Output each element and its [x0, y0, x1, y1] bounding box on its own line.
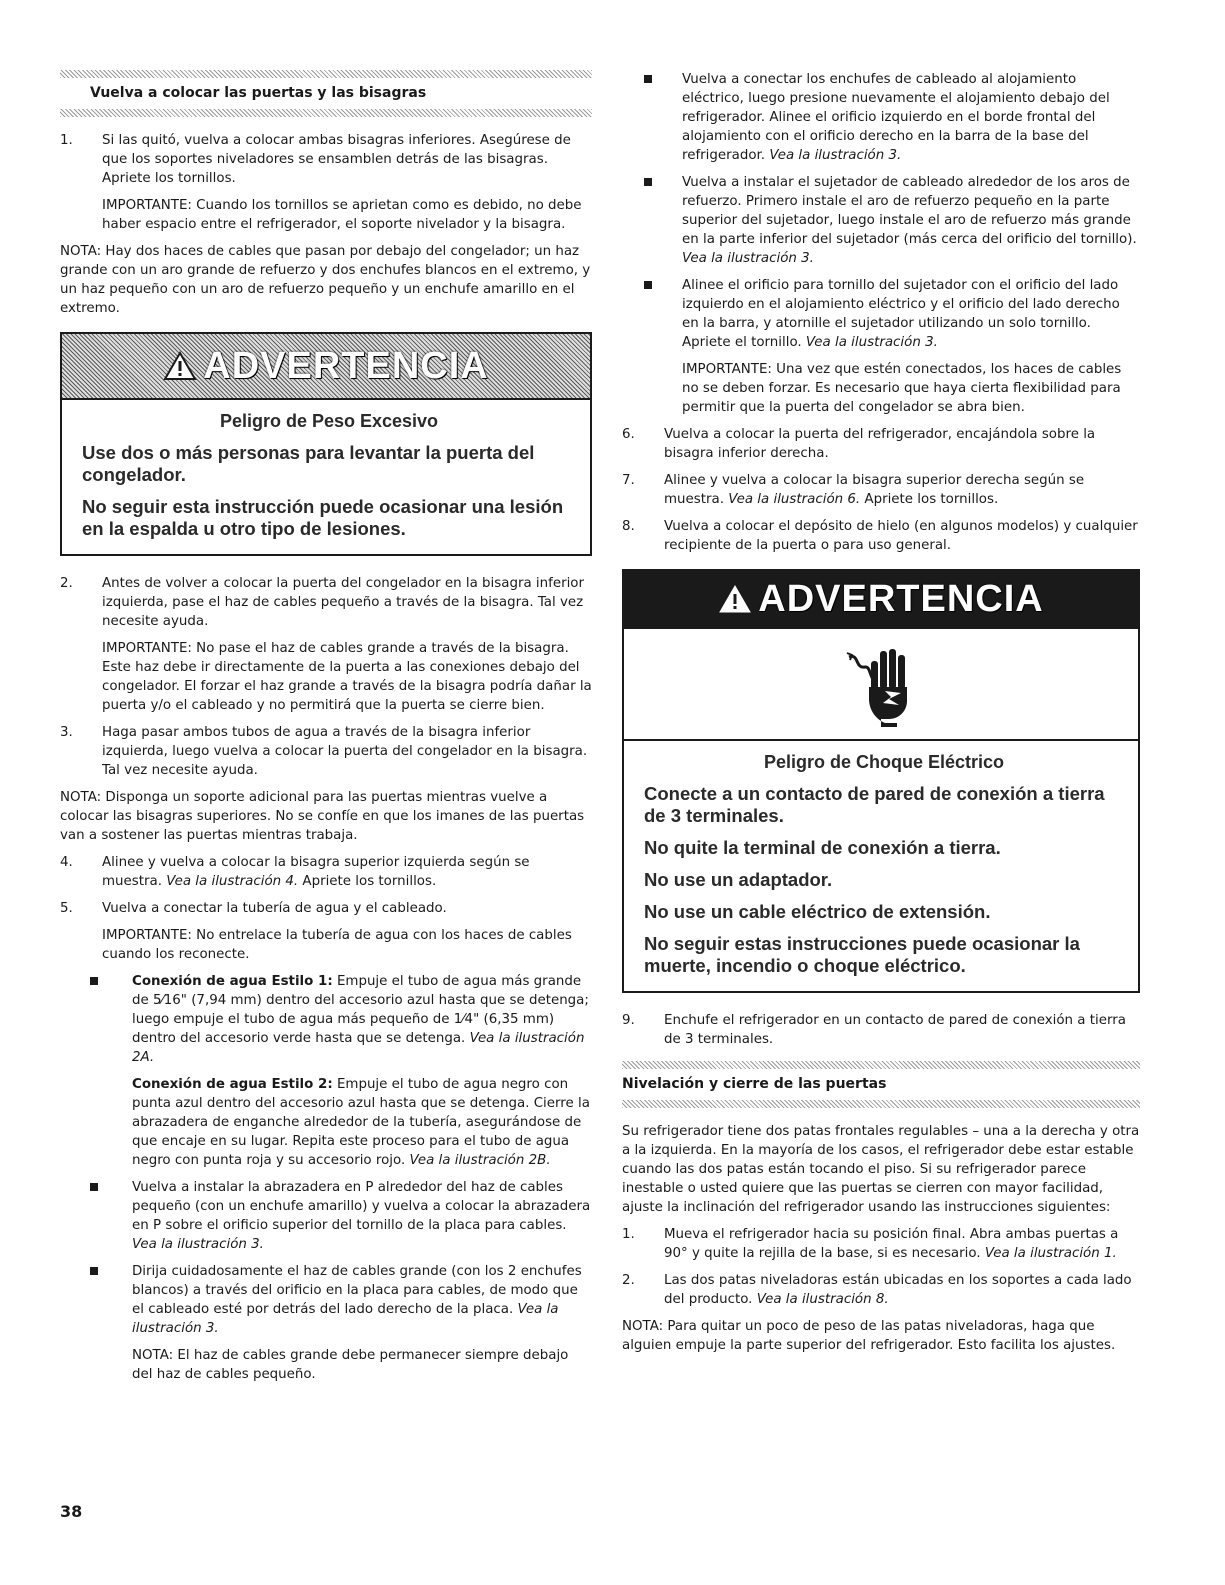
- right-column: [622, 70, 1140, 1363]
- step-text: Alinee y vuelva a colocar la bisagra superior derecha según se muestra.: [664, 473, 1085, 507]
- note-text: Hay dos haces de cables que pasan por debajo del congelador; un haz grande con un aro grande de refuerzo y dos enchufes blancos en el extremo, y un haz pequeño con un aro de refuerzo pequeño y un enchufe amarillo en el extremo.: [60, 244, 591, 316]
- illustration-reference: Vea la ilustración 4.: [166, 874, 299, 889]
- important-label: IMPORTANTE:: [102, 198, 192, 213]
- step-number: 1.: [622, 1227, 635, 1242]
- step-number: 5.: [60, 901, 73, 916]
- note-paragraph: [60, 788, 592, 845]
- bullet-square-icon: [644, 178, 652, 186]
- bullet-item: [622, 70, 1140, 165]
- warning-line: No seguir esta instrucción puede ocasionar una lesión en la espalda u otro tipo de lesiones.: [82, 496, 564, 539]
- step-5: [60, 899, 592, 918]
- section-title-doors: Vuelva a colocar las puertas y las bisagras: [90, 85, 427, 101]
- note-label: NOTA:: [60, 790, 102, 805]
- bullet-text: Vuelva a conectar los enchufes de cableado al alojamiento eléctrico, luego presione nuevamente el alojamiento debajo del refrigerador. Alinee el orificio izquierdo en el borde frontal del alojamiento con el orificio derecho en la barra de la base del refrigerador.: [682, 72, 1110, 163]
- warning-header: [62, 334, 590, 400]
- warning-body: [62, 400, 590, 554]
- step-8: [622, 517, 1140, 555]
- illustration-reference: Vea la ilustración 6.: [728, 492, 861, 507]
- bullet-text: Vuelva a instalar el sujetador de cableado alrededor de los aros de refuerzo. Primero instale el aro de refuerzo pequeño en la parte superior del sujetador, luego instale el aro de refuerzo más grande en la parte inferior del sujetador (más cerca del orificio del tornillo).: [682, 175, 1137, 247]
- warning-line: No use un cable eléctrico de extensión.: [644, 901, 991, 922]
- illustration-reference: Vea la ilustración 2B.: [409, 1153, 551, 1168]
- step-number: 1.: [60, 133, 73, 148]
- warning-line: Conecte a un contacto de pared de conexión a tierra de 3 terminales.: [644, 783, 1105, 826]
- bullet-item: [60, 1262, 592, 1338]
- step-text: Apriete los tornillos.: [860, 492, 999, 507]
- bullet-item: [60, 1178, 592, 1254]
- important-text: Cuando los tornillos se aprietan como es debido, no debe haber espacio entre el refrigerador, el soporte nivelador y la bisagra.: [102, 198, 582, 232]
- step-number: 2.: [60, 576, 73, 591]
- shock-warning-box: [622, 569, 1140, 993]
- bullet-text: Empuje el tubo de agua negro con punta azul dentro del accesorio azul hasta que se detenga. Cierre la abrazadera de enganche alrededor de la tubería, asegurándose de que encaje en su lugar. Repita este proceso para el tubo de agua negro con punta roja y su accesorio rojo.: [132, 1077, 590, 1168]
- step-number: 6.: [622, 427, 635, 442]
- step-text: Apriete los tornillos.: [298, 874, 437, 889]
- important-note: [60, 926, 592, 964]
- warning-title: ADVERTENCIA: [203, 344, 489, 387]
- step-text: Vuelva a colocar la puerta del refrigerador, encajándola sobre la bisagra inferior derecha.: [664, 427, 1096, 461]
- step-number: 9.: [622, 1013, 635, 1028]
- step-number: 8.: [622, 519, 635, 534]
- note-paragraph: [622, 1317, 1140, 1355]
- step-number: 7.: [622, 473, 635, 488]
- section-rule-bottom: [622, 1100, 1140, 1108]
- note-label: NOTA:: [622, 1319, 664, 1334]
- important-label: IMPORTANTE:: [102, 641, 192, 656]
- step-2: [60, 574, 592, 631]
- page-number: 38: [60, 1502, 83, 1521]
- bullet-note: [60, 1346, 592, 1384]
- note-label: NOTA:: [132, 1348, 174, 1363]
- step-text: Vuelva a conectar la tubería de agua y el cableado.: [102, 901, 447, 916]
- illustration-reference: Vea la ilustración 3.: [682, 251, 814, 266]
- step-9: [622, 1011, 1140, 1049]
- illustration-reference: Vea la ilustración 3.: [132, 1237, 264, 1252]
- bullet-text: Alinee el orificio para tornillo del sujetador con el orificio del lado izquierdo en el alojamiento eléctrico y el orificio del lado derecho en la barra, y atornille el sujetador utilizando un solo tornillo. Apriete el tornillo.: [682, 278, 1120, 350]
- bullet-square-icon: [90, 977, 98, 985]
- warning-triangle-icon: [718, 584, 752, 614]
- step-text: Enchufe el refrigerador en un contacto de pared de conexión a tierra de 3 terminales.: [664, 1013, 1126, 1047]
- important-note: [60, 196, 592, 234]
- leveling-step-1: [622, 1225, 1140, 1263]
- step-text: Si las quitó, vuelva a colocar ambas bisagras inferiores. Asegúrese de que los soportes niveladores se ensamblen detrás de las bisagras. Apriete los tornillos.: [102, 133, 571, 186]
- section-rule-top: [60, 70, 592, 78]
- bullet-paragraph: [60, 1075, 592, 1170]
- illustration-reference: Vea la ilustración 8.: [756, 1292, 889, 1307]
- step-number: 4.: [60, 855, 73, 870]
- note-label: NOTA:: [60, 244, 102, 259]
- important-label: IMPORTANTE:: [102, 928, 192, 943]
- illustration-reference: Vea la ilustración 3.: [769, 148, 902, 163]
- warning-line: No use un adaptador.: [644, 869, 833, 890]
- step-text: Mueva el refrigerador hacia su posición final. Abra ambas puertas a 90° y quite la rejilla de la base, si es necesario.: [664, 1227, 1119, 1261]
- warning-title: ADVERTENCIA: [758, 577, 1044, 620]
- important-note: [60, 639, 592, 715]
- warning-subtitle: Peligro de Choque Eléctrico: [763, 752, 1005, 772]
- section-rule-top: [622, 1061, 1140, 1069]
- step-1: [60, 131, 592, 188]
- step-number: 3.: [60, 725, 73, 740]
- bullet-item: [622, 173, 1140, 268]
- step-text: Alinee y vuelva a colocar la bisagra superior izquierda según se muestra.: [102, 855, 530, 889]
- bullet-square-icon: [90, 1267, 98, 1275]
- bullet-item: [60, 972, 592, 1067]
- bullet-square-icon: [90, 1183, 98, 1191]
- note-paragraph: [60, 242, 592, 318]
- warning-line: Use dos o más personas para levantar la puerta del congelador.: [82, 442, 535, 485]
- illustration-reference: Vea la ilustración 1.: [984, 1246, 1117, 1261]
- bullet-lead: Conexión de agua Estilo 2:: [132, 1077, 333, 1092]
- step-6: [622, 425, 1140, 463]
- step-text: Vuelva a colocar el depósito de hielo (en algunos modelos) y cualquier recipiente de la puerta o para uso general.: [664, 519, 1138, 553]
- warning-subtitle: Peligro de Peso Excesivo: [219, 411, 439, 431]
- step-4: [60, 853, 592, 891]
- illustration-reference: Vea la ilustración 3.: [132, 1302, 559, 1336]
- leveling-step-2: [622, 1271, 1140, 1309]
- section-title-leveling: Nivelación y cierre de las puertas: [622, 1076, 887, 1092]
- left-column: [60, 70, 592, 1392]
- illustration-reference: Vea la ilustración 2A.: [132, 1031, 585, 1065]
- step-text: Las dos patas niveladoras están ubicadas en los soportes a cada lado del producto.: [664, 1273, 1132, 1307]
- bullet-item: [622, 276, 1140, 352]
- bullet-square-icon: [644, 75, 652, 83]
- leveling-intro: Su refrigerador tiene dos patas frontales regulables – una a la derecha y otra a la izquierda. En la mayoría de los casos, el refrigerador debe estar estable cuando las dos patas están tocando el piso. Si su refrigerador parece inestable o usted quiere que las puertas se cierren con mayor facilidad, ajuste la inclinación del refrigerador usando las instrucciones siguientes:: [622, 1124, 1140, 1215]
- step-text: Antes de volver a colocar la puerta del congelador en la bisagra inferior izquierda, pase el haz de cables pequeño a través de la bisagra. Tal vez necesite ayuda.: [102, 576, 585, 629]
- electric-shock-hand-icon: [841, 639, 921, 729]
- important-text: Una vez que estén conectados, los haces de cables no se deben forzar. Es necesario que haya cierta flexibilidad para permitir que la puerta del congelador se abra bien.: [682, 362, 1122, 415]
- warning-triangle-icon: [163, 351, 197, 381]
- step-text: Haga pasar ambos tubos de agua a través de la bisagra inferior izquierda, luego vuelva a colocar la puerta del congelador en la bisagra. Tal vez necesite ayuda.: [102, 725, 588, 778]
- warning-header: [624, 571, 1138, 629]
- illustration-reference: Vea la ilustración 3.: [805, 335, 938, 350]
- section-rule-bottom: [60, 109, 592, 117]
- bullet-square-icon: [644, 281, 652, 289]
- step-3: [60, 723, 592, 780]
- important-text: No entrelace la tubería de agua con los haces de cables cuando los reconecte.: [102, 928, 572, 962]
- warning-line: No quite la terminal de conexión a tierra.: [644, 837, 1001, 858]
- bullet-text: Empuje el tubo de agua más grande de 5⁄16" (7,94 mm) dentro del accesorio azul hasta que se detenga; luego empuje el tubo de agua más pequeño de 1⁄4" (6,35 mm) dentro del accesorio verde hasta que se detenga.: [132, 974, 589, 1046]
- step-7: [622, 471, 1140, 509]
- bullet-text: Vuelva a instalar la abrazadera en P alrededor del haz de cables pequeño (con un enchufe amarillo) y vuelva a colocar la abrazadera en P sobre el orificio superior del tornillo de la placa para cables.: [132, 1180, 591, 1233]
- warning-body: [624, 741, 1138, 991]
- important-text: No pase el haz de cables grande a través de la bisagra. Este haz debe ir directamente de la puerta a las conexiones debajo del congelador. El forzar el haz grande a través de la bisagra podría dañar la puerta y/o el cableado y no permitirá que la puerta se cierre bien.: [102, 641, 592, 713]
- shock-icon-area: [624, 629, 1138, 741]
- note-text: Disponga un soporte adicional para las puertas mientras vuelve a colocar las bisagras superiores. No se confíe en que los imanes de las puertas van a sostener las puertas mientras trabaja.: [60, 790, 585, 843]
- step-number: 2.: [622, 1273, 635, 1288]
- important-note: [622, 360, 1140, 417]
- note-text: El haz de cables grande debe permanecer siempre debajo del haz de cables pequeño.: [132, 1348, 569, 1382]
- important-label: IMPORTANTE:: [682, 362, 772, 377]
- bullet-lead: Conexión de agua Estilo 1:: [132, 974, 333, 989]
- weight-warning-box: [60, 332, 592, 556]
- note-text: Para quitar un poco de peso de las patas niveladoras, haga que alguien empuje la parte superior del refrigerador. Esto facilita los ajustes.: [622, 1319, 1116, 1353]
- bullet-text: Dirija cuidadosamente el haz de cables grande (con los 2 enchufes blancos) a través del orificio en la placa para cables, de modo que el cableado esté por detrás del lado derecho de la placa.: [132, 1264, 582, 1317]
- warning-line: No seguir estas instrucciones puede ocasionar la muerte, incendio o choque eléctrico.: [644, 933, 1080, 976]
